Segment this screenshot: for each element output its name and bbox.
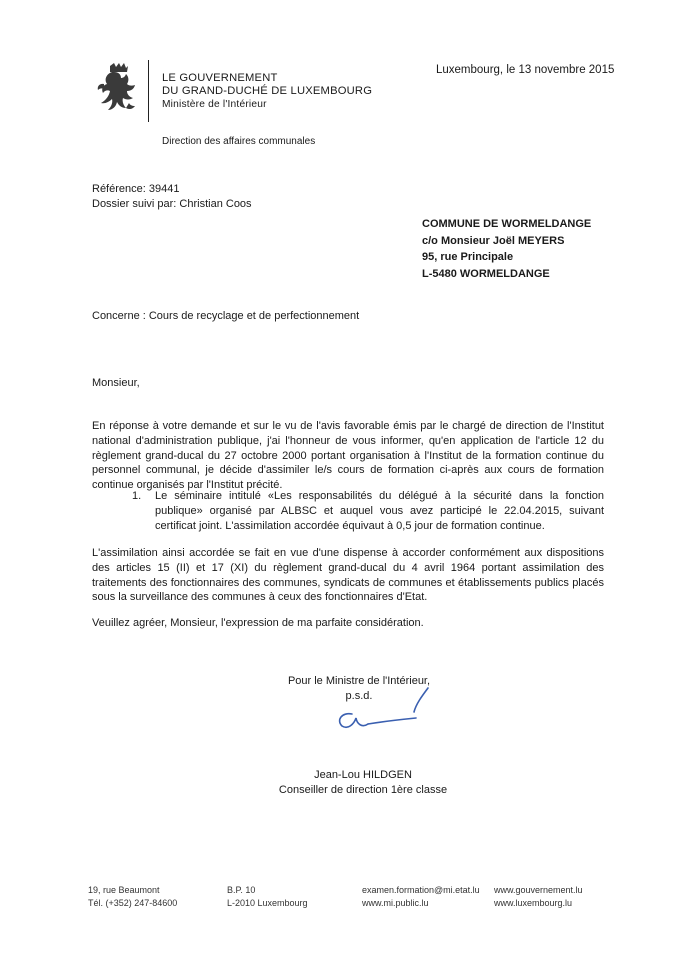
list-item	[132, 489, 604, 533]
department-name: Direction des affaires communales	[162, 136, 316, 147]
footer-bp: B.P. 10	[227, 885, 256, 895]
for-minister-line: Pour le Ministre de l'Intérieur,	[287, 675, 431, 687]
footer-postbox	[227, 884, 308, 909]
footer-contact	[362, 884, 480, 909]
footer-phone: Tél. (+352) 247-84600	[88, 897, 178, 908]
dossier-contact: Dossier suivi par: Christian Coos	[92, 198, 252, 210]
references-block	[92, 182, 252, 212]
psd-line: p.s.d.	[345, 689, 373, 702]
footer-web-lux: www.luxembourg.lu	[494, 897, 573, 908]
handwritten-signature	[330, 684, 430, 736]
body-paragraph-2: L'assimilation ainsi accordée se fait en vue d'une dispense à accorder conformément aux dispositions des articles 15 (II) et 17 (XI) du règlement grand-ducal du 4 avril 1964 portant assimilation des traitements des fonctionnaires des communes, syndicats de communes et établissements publics placés sous la surveillance des communes à ceux des fonctionnaires d'Etat.	[92, 547, 604, 604]
salutation: Monsieur,	[92, 377, 140, 389]
footer-web-gov: www.gouvernement.lu	[494, 885, 583, 895]
footer-street: 19, rue Beaumont	[88, 885, 160, 895]
org-line-2: DU GRAND-DUCHÉ DE LUXEMBOURG	[162, 85, 373, 97]
org-line-1: LE GOUVERNEMENT	[162, 72, 278, 84]
recipient-line-1: COMMUNE DE WORMELDANGE	[422, 218, 592, 230]
signer-name: Jean-Lou HILDGEN	[314, 769, 412, 781]
closing-formula: Veuillez agréer, Monsieur, l'expression de ma parfaite considération.	[92, 617, 424, 629]
ministry-name: Ministère de l'Intérieur	[162, 99, 267, 110]
letter-date: Luxembourg, le 13 novembre 2015	[436, 64, 615, 76]
lion-rampant-icon	[96, 62, 142, 118]
list-item-text: Le séminaire intitulé «Les responsabilités du délégué à la sécurité dans la fonction publique» organisé par ALBSC et auquel vous avez participé le 22.04.2015, suivant certificat joint. L'assimilation accordée équivaut à 0,5 jour de formation continue.	[155, 490, 604, 532]
header-divider	[148, 60, 149, 122]
government-header	[162, 72, 372, 111]
footer-websites	[494, 884, 583, 909]
footer-address	[88, 884, 177, 909]
signer-title: Conseiller de direction 1ère classe	[278, 784, 448, 796]
recipient-line-2: c/o Monsieur Joël MEYERS	[422, 234, 565, 247]
reference-number: Référence: 39441	[92, 183, 180, 195]
subject-line: Concerne : Cours de recyclage et de perfectionnement	[92, 310, 360, 322]
recipient-line-3: 95, rue Principale	[422, 251, 514, 263]
footer-city: L-2010 Luxembourg	[227, 897, 308, 908]
footer-email: examen.formation@mi.etat.lu	[362, 885, 480, 895]
recipient-line-4: L-5480 WORMELDANGE	[422, 267, 550, 280]
list-item-number: 1.	[132, 490, 142, 502]
footer-web-mi: www.mi.public.lu	[362, 897, 429, 908]
recipient-address	[422, 216, 591, 282]
body-paragraph-1: En réponse à votre demande et sur le vu de l'avis favorable émis par le chargé de direction de l'Institut national d'administration publique, j'ai l'honneur de vous informer, qu'en application de l'article 12 du règlement grand-ducal du 27 octobre 2000 portant organisation à l'Institut de la formation continue du personnel communal, je décide d'assimiler le/s cours de formation ci-après aux cours de formation continue organisés par l'Institut précité.	[92, 420, 604, 492]
signer-block	[248, 768, 478, 798]
